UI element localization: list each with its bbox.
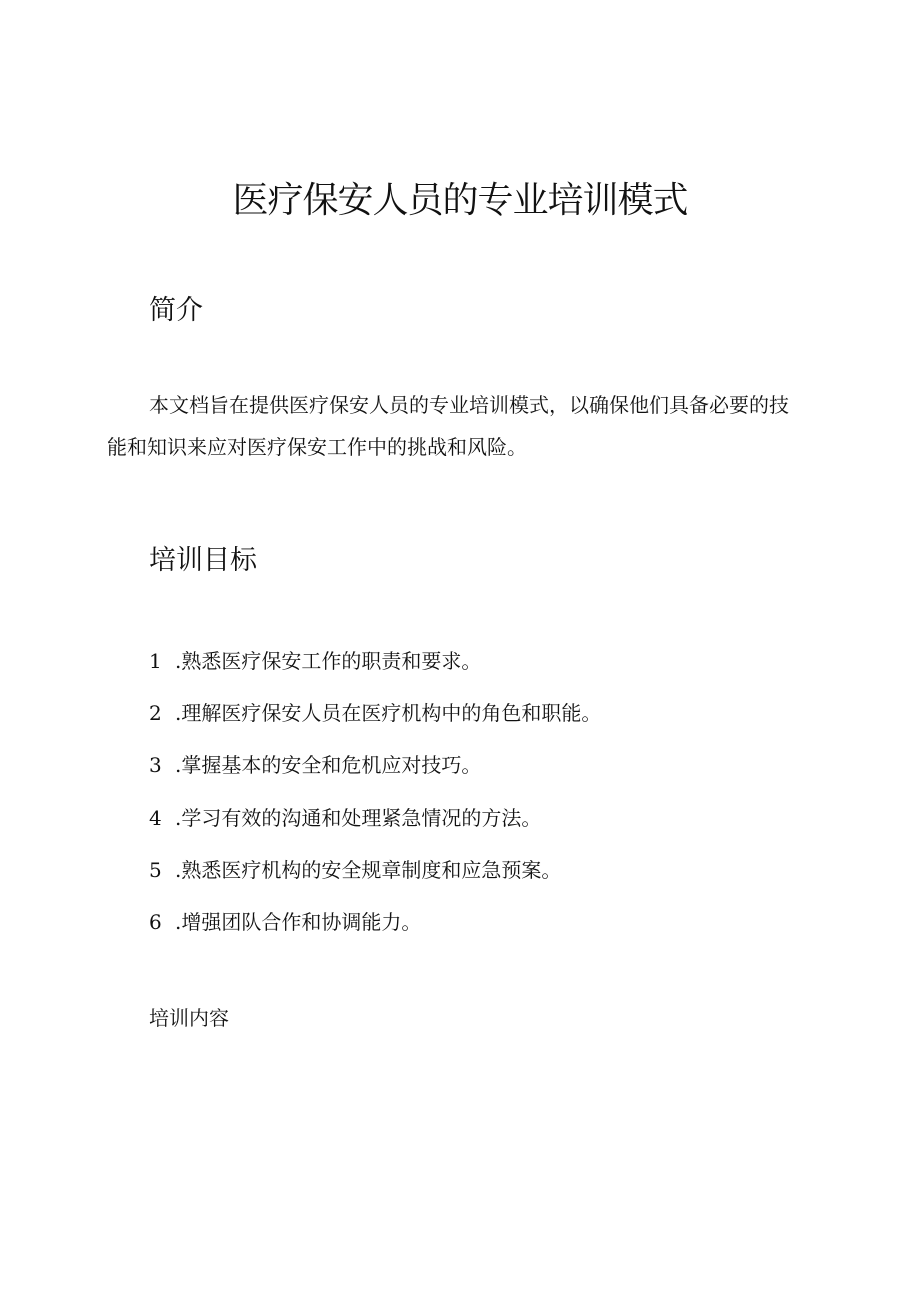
goal-item	[149, 904, 601, 956]
goal-number: 5	[149, 857, 162, 882]
goal-number: 2	[149, 701, 162, 726]
goal-text: .掌握基本的安全和危机应对技巧。	[175, 753, 482, 778]
goal-item	[149, 643, 601, 695]
goal-text: .熟悉医疗保安工作的职责和要求。	[175, 649, 482, 673]
goal-item	[149, 695, 601, 747]
goal-number: 4	[149, 805, 162, 830]
goal-item	[149, 747, 601, 799]
goal-number: 3	[149, 753, 162, 778]
goal-item	[149, 852, 601, 904]
goal-item	[149, 800, 601, 852]
goal-text: .增强团队合作和协调能力。	[175, 909, 422, 934]
goal-number: 6	[149, 909, 162, 934]
content-heading: 培训内容	[149, 1006, 229, 1030]
intro-heading: 简介	[149, 295, 203, 326]
goals-heading: 培训目标	[149, 545, 257, 576]
goals-list	[149, 643, 601, 956]
document-title: 医疗保安人员的专业培训模式	[232, 180, 688, 221]
intro-paragraph: 本文档旨在提供医疗保安人员的专业培训模式，以确保他们具备必要的技能和知识来应对医疗保安工作中的挑战和风险。	[107, 393, 789, 459]
goal-text: .熟悉医疗机构的安全规章制度和应急预案。	[175, 857, 562, 882]
goal-text: .理解医疗保安人员在医疗机构中的角色和职能。	[175, 701, 602, 726]
goal-number: 1	[149, 649, 162, 673]
goal-text: .学习有效的沟通和处理紧急情况的方法。	[175, 805, 542, 830]
